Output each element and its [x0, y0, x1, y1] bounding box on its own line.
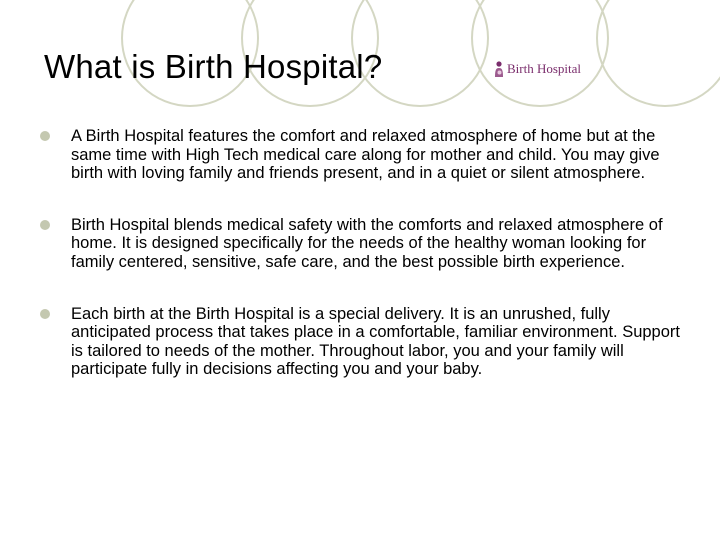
logo — [493, 59, 593, 79]
bullet-text: A Birth Hospital features the comfort and relaxed atmosphere of home but at the same time with High Tech medical care along for mother and child. You may give birth with loving family and friends present, and in a quiet or silent atmosphere. — [71, 127, 660, 183]
birth-hospital-logo-icon — [493, 60, 505, 78]
slide-title: What is Birth Hospital? — [44, 48, 383, 85]
decorative-circle — [472, 0, 608, 106]
bullet-item — [40, 305, 690, 379]
bullet-list — [40, 127, 690, 379]
logo-text: Birth Hospital — [507, 61, 582, 76]
bullet-text: Each birth at the Birth Hospital is a special delivery. It is an unrushed, fully anticipated process that takes place in a comfortable, familiar environment. Support is tailored to needs of the mother. Throughout labor, you and your family will participate fully in decisions affecting you and your baby. — [71, 304, 680, 379]
decorative-circle — [597, 0, 720, 106]
bullet-icon — [40, 220, 50, 230]
bullet-text: Birth Hospital blends medical safety with the comforts and relaxed atmosphere of home. It is designed specifically for the needs of the healthy woman looking for family centered, sensitive, safe care, and the best possible birth experience. — [71, 215, 663, 271]
bullet-icon — [40, 309, 50, 319]
bullet-icon — [40, 131, 50, 141]
bullet-item — [40, 216, 690, 272]
bullet-item — [40, 127, 690, 183]
